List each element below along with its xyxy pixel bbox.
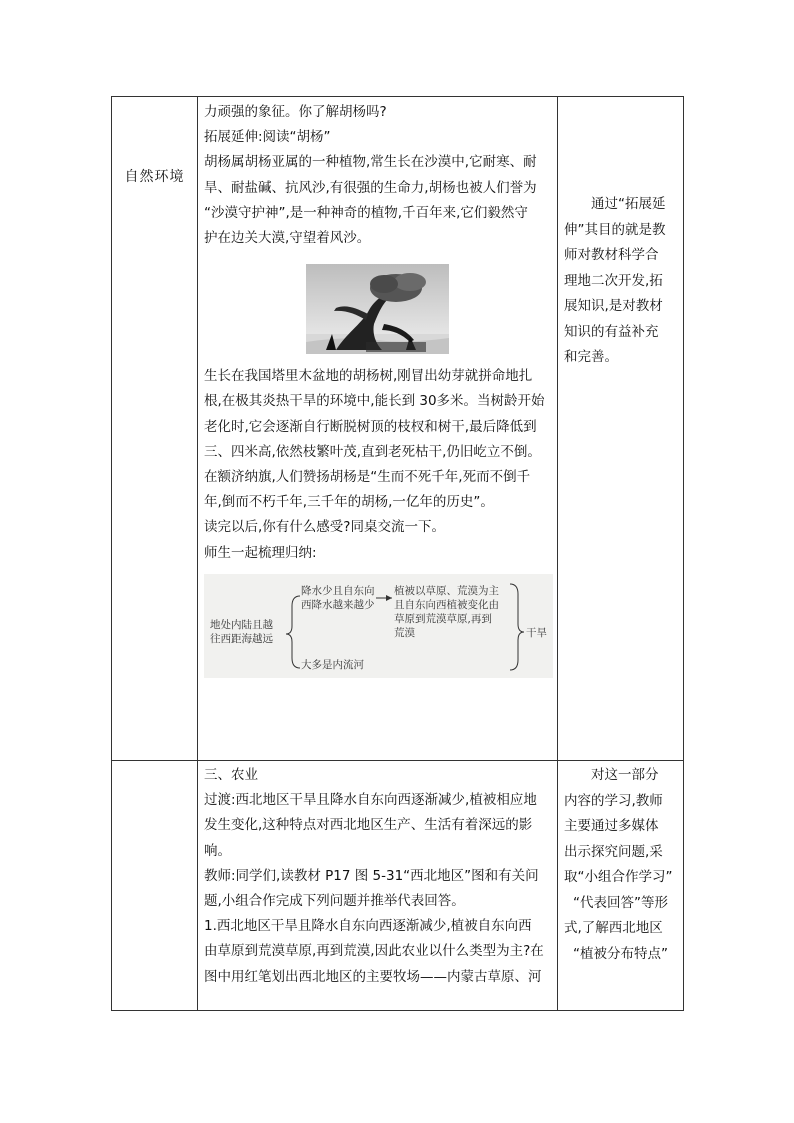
table-row-agriculture (112, 761, 684, 1011)
diagram-vegetation-line-1: 植被以草原、荒漠为主 (394, 584, 499, 597)
note-line: 内容的学习,教师 (564, 792, 663, 809)
text-line: 图中用红笔划出西北地区的主要牧场——内蒙古草原、河 (204, 968, 542, 985)
note-line: 出示探究问题,采 (564, 843, 663, 860)
note-line: 展知识,是对教材 (564, 298, 663, 314)
note-line: 知识的有益补充 (564, 323, 659, 340)
text-line: 读完以后,你有什么感受?同桌交流一下。 (204, 519, 445, 536)
text-line: 1.西北地区干旱且降水自东向西逐渐减少,植被自东向西 (204, 918, 532, 935)
note-line: 取“小组合作学习” (564, 869, 673, 885)
note-cell (558, 97, 684, 761)
diagram-vegetation-line-4: 荒漠 (394, 626, 415, 639)
content-cell (198, 97, 558, 761)
text-line: 教师:同学们,读教材 P17 图 5-31“西北地区”图和有关问 (204, 867, 539, 884)
note-line: 通过“拓展延 (591, 196, 666, 212)
diagram-left-line-2: 往西距海越远 (210, 632, 273, 645)
section-heading: 三、农业 (204, 767, 258, 783)
diagram-left-line-1: 地处内陆且越 (210, 618, 273, 631)
diagram-result: 干旱 (526, 626, 547, 639)
populus-tree-photo (306, 264, 449, 354)
left-brace (286, 596, 300, 668)
lesson-plan-table (111, 96, 684, 1011)
right-brace (510, 584, 524, 670)
text-line: 师生一起梳理归纳: (204, 544, 317, 561)
text-line: 拓展延伸:阅读“胡杨” (204, 129, 331, 146)
note-line: 式,了解西北地区 (564, 920, 663, 936)
text-line: 生长在我国塔里木盆地的胡杨树,刚冒出幼芽就拼命地扎 (204, 368, 533, 385)
text-line: 胡杨属胡杨亚属的一种植物,常生长在沙漠中,它耐寒、耐 (204, 154, 537, 171)
row-label-cell (112, 97, 198, 761)
note-cell (558, 761, 684, 1011)
text-line: 三、四米高,依然枝繁叶茂,直到老死枯干,仍旧屹立不倒。 (204, 443, 541, 460)
summary-diagram (204, 574, 553, 678)
text-line: 护在边关大漠,守望着风沙。 (204, 230, 371, 247)
note-line: “代表回答”等形 (573, 894, 668, 911)
text-line: 力顽强的象征。你了解胡杨吗? (204, 104, 387, 120)
diagram-rain-line-2: 西降水越来越少 (301, 598, 375, 611)
text-line: 过渡:西北地区干旱且降水自东向西逐渐减少,植被相应地 (204, 792, 537, 809)
table-row-natural-environment (112, 97, 684, 761)
text-line: 老化时,它会逐渐自行断脱树顶的枝杈和树干,最后降低到 (204, 418, 537, 435)
text-line: 在额济纳旗,人们赞扬胡杨是“生而不死千年,死而不倒千 (204, 469, 531, 486)
note-line: 对这一部分 (591, 767, 659, 783)
row-label-cell-empty (112, 761, 198, 1011)
note-line: “植被分布特点” (573, 945, 668, 962)
note-line: 伸”其目的就是教 (564, 221, 666, 238)
text-line: 根,在极其炎热干旱的环境中,能长到 30多米。当树龄开始 (204, 393, 545, 410)
row-label: 自然环境 (124, 169, 185, 185)
note-line: 和完善。 (564, 349, 618, 365)
note-line: 师对教材科学合 (564, 247, 659, 263)
text-line: 由草原到荒漠草原,再到荒漠,因此农业以什么类型为主?在 (204, 943, 544, 960)
diagram-rain-line-1: 降水少且自东向 (301, 584, 375, 597)
note-line: 主要通过多媒体 (564, 818, 659, 834)
text-line: 年,倒而不朽千年,三千年的胡杨,一亿年的历史”。 (204, 494, 494, 511)
note-line: 理地二次开发,拓 (564, 272, 663, 289)
diagram-vegetation-line-2: 且自东向西植被变化由 (394, 598, 499, 611)
text-line: “沙漠守护神”,是一种神奇的植物,千百年来,它们毅然守 (204, 204, 528, 221)
diagram-vegetation-line-3: 草原到荒漠草原,再到 (394, 612, 492, 625)
diagram-river: 大多是内流河 (301, 658, 364, 671)
content-cell (198, 761, 558, 1011)
text-line: 发生变化,这种特点对西北地区生产、生活有着深远的影响。 (204, 817, 533, 859)
text-line: 旱、耐盐碱、抗风沙,有很强的生命力,胡杨也被人们誉为 (204, 179, 537, 196)
text-line: 题,小组合作完成下列问题并推举代表回答。 (204, 893, 465, 910)
